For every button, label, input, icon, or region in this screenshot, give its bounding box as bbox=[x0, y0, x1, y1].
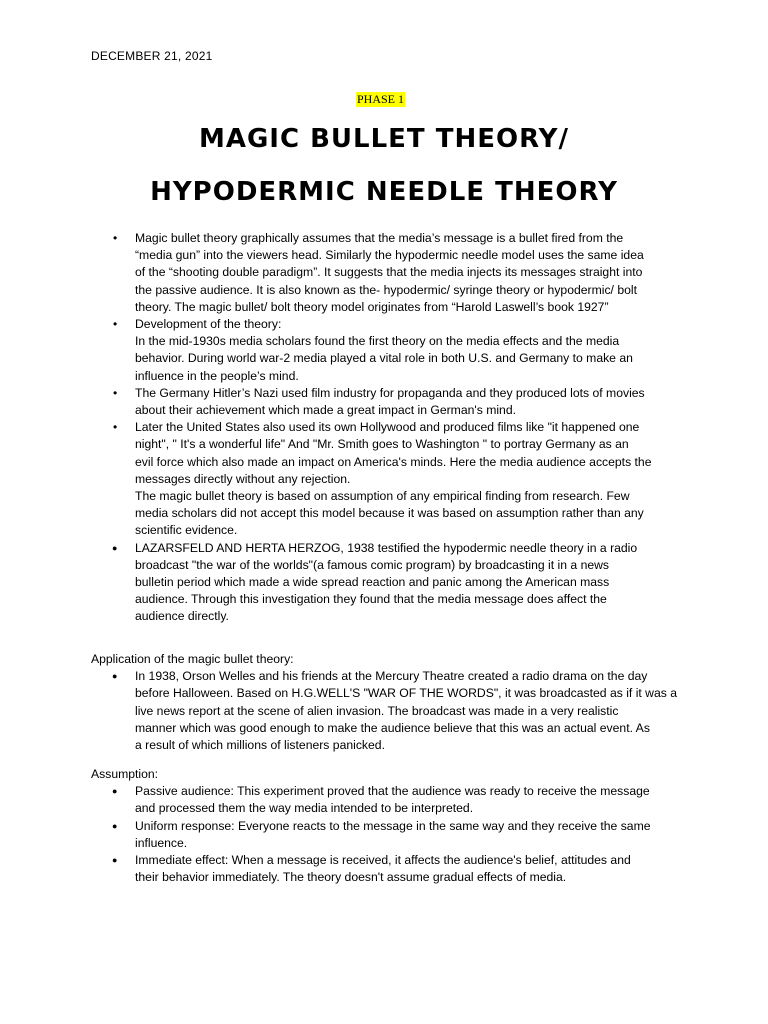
list-item-line: • The Germany Hitler’s Nazi used film industry for propaganda and they produced lots of movies bbox=[135, 385, 645, 400]
list-item bbox=[91, 540, 691, 626]
application-heading: Application of the magic bullet theory: bbox=[91, 652, 294, 666]
list-item-line: a result of which millions of listeners panicked. bbox=[135, 738, 385, 753]
list-item-line: messages directly without any rejection. bbox=[135, 471, 351, 486]
list-item bbox=[91, 419, 691, 539]
list-item-line: ● Uniform response: Everyone reacts to the message in the same way and they receive the same bbox=[135, 818, 651, 833]
list-item bbox=[91, 230, 691, 316]
list-item-line: the passive audience. It is also known as the- hypodermic/ syringe theory or hypodermic/ bolt bbox=[135, 282, 637, 297]
application-section bbox=[91, 651, 691, 754]
list-item-line: • Later the United States also used its own Hollywood and produced films like "it happened one bbox=[135, 420, 640, 435]
list-item-line: of the “shooting double paradigm”. It suggests that the media injects its messages straight into bbox=[135, 265, 643, 280]
list-item-line: behavior. During world war-2 media played a vital role in both U.S. and Germany to make an bbox=[135, 351, 633, 366]
list-item bbox=[91, 316, 691, 385]
list-item-line: media scholars did not accept this model because it was based on assumption rather than any bbox=[135, 506, 644, 521]
list-item bbox=[91, 668, 691, 754]
list-item bbox=[91, 852, 691, 886]
title-line-1: MAGIC BULLET THEORY/ bbox=[198, 124, 570, 154]
assumption-section bbox=[91, 766, 691, 886]
list-item-line: ● LAZARSFELD AND HERTA HERZOG, 1938 testified the hypodermic needle theory in a radio bbox=[135, 540, 638, 555]
application-bullet-list bbox=[91, 668, 691, 754]
intro-section bbox=[91, 230, 691, 626]
list-item-line: about their achievement which made a great impact in German's mind. bbox=[135, 403, 517, 418]
list-item-line: live news report at the scene of alien invasion. The broadcast was made in a very realistic bbox=[135, 703, 619, 718]
list-item-line: before Halloween. Based on H.G.WELL'S "WAR OF THE WORDS", it was broadcasted as if it was a bbox=[135, 686, 678, 701]
list-item bbox=[91, 818, 691, 852]
list-item-line: their behavior immediately. The theory doesn't assume gradual effects of media. bbox=[135, 870, 567, 885]
list-item-line: and processed them the way media intended to be interpreted. bbox=[135, 801, 474, 816]
assumption-heading: Assumption: bbox=[91, 767, 159, 781]
list-item-line: The magic bullet theory is based on assumption of any empirical finding from research. Few bbox=[135, 489, 630, 504]
list-item-line: theory. The magic bullet/ bolt theory model originates from “Harold Laswell’s book 1927” bbox=[135, 299, 609, 314]
list-item-line: ● Immediate effect: When a message is received, it affects the audience's belief, attitudes and bbox=[135, 853, 631, 868]
list-item-line: scientific evidence. bbox=[135, 523, 238, 538]
list-item-line: evil force which also made an impact on America's minds. Here the media audience accepts the bbox=[135, 454, 652, 469]
list-item-line: bulletin period which made a wide spread reaction and panic among the American mass bbox=[135, 575, 610, 590]
list-item-line: ● In 1938, Orson Welles and his friends at the Mercury Theatre created a radio drama on the day bbox=[135, 669, 648, 684]
title-line-2: HYPODERMIC NEEDLE THEORY bbox=[150, 177, 618, 207]
list-item-line: “media gun” into the viewers head. Similarly the hypodermic needle model uses the same idea bbox=[135, 248, 644, 263]
list-item-line: night", " It's a wonderful life" And "Mr. Smith goes to Washington " to portray Germany as an bbox=[135, 437, 629, 452]
list-item-line: • Magic bullet theory graphically assumes that the media’s message is a bullet fired from the bbox=[135, 231, 624, 245]
intro-bullet-list bbox=[91, 230, 691, 626]
list-item-line: broadcast "the war of the worlds"(a famous comic program) by broadcasting it in a news bbox=[135, 557, 610, 572]
list-item-line: audience. Through this investigation they found that the media message does affect the bbox=[135, 592, 607, 607]
list-item-line: • Development of the theory: bbox=[135, 317, 282, 332]
list-item-line: influence in the people’s mind. bbox=[135, 368, 299, 383]
list-item-line: ● Passive audience: This experiment proved that the audience was ready to receive the message bbox=[135, 784, 650, 799]
assumption-bullet-list bbox=[91, 783, 691, 886]
list-item-line: manner which was good enough to make the audience believe that this was an actual event. As bbox=[135, 720, 650, 735]
document-date: DECEMBER 21, 2021 bbox=[91, 49, 213, 63]
phase-label-highlighted: PHASE 1 bbox=[357, 92, 405, 106]
list-item-line: influence. bbox=[135, 835, 188, 850]
list-item bbox=[91, 783, 691, 817]
list-item bbox=[91, 385, 691, 419]
list-item-line: In the mid-1930s media scholars found the first theory on the media effects and the media bbox=[135, 334, 620, 349]
list-item-line: audience directly. bbox=[135, 609, 229, 624]
